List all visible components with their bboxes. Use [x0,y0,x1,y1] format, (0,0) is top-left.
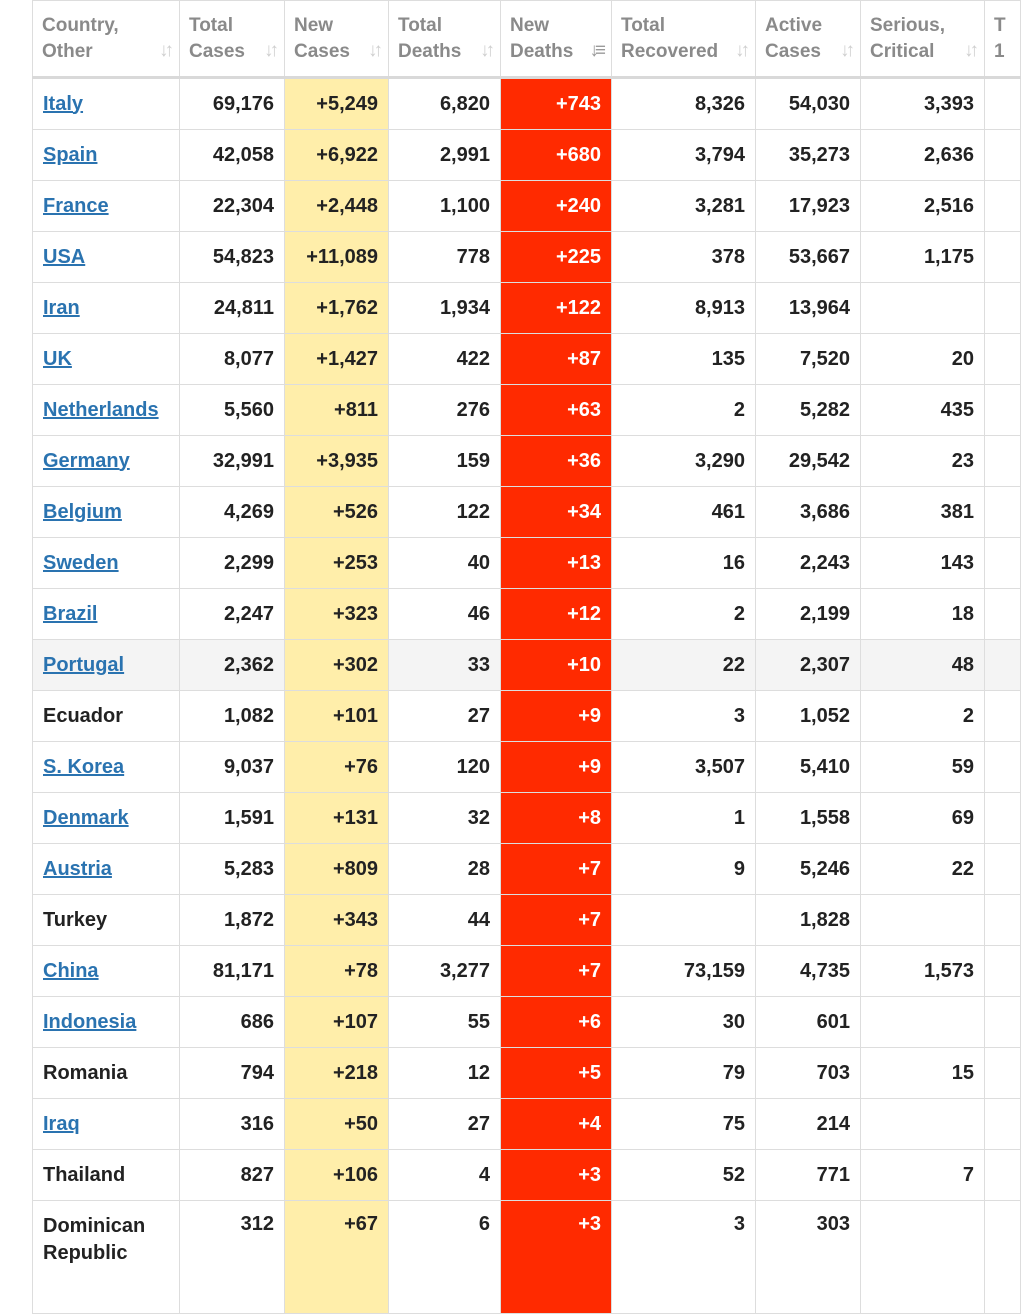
country-link[interactable]: Austria [43,857,112,880]
total-deaths-cell: 122 [389,487,501,538]
header-label: Serious, Critical [870,14,945,62]
new-deaths-cell: +87 [501,334,612,385]
total-recovered-cell: 3 [612,1201,756,1314]
active-cases-cell: 1,558 [756,793,861,844]
new-deaths-cell: +3 [501,1201,612,1314]
total-cases-cell: 1,082 [180,691,285,742]
total-cases-cell: 54,823 [180,232,285,283]
serious-critical-cell: 2,516 [861,181,985,232]
country-cell [33,334,180,385]
total-deaths-cell: 159 [389,436,501,487]
active-cases-cell: 2,307 [756,640,861,691]
serious-critical-cell: 381 [861,487,985,538]
total-recovered-cell: 3,290 [612,436,756,487]
country-link[interactable]: Netherlands [43,398,159,421]
serious-critical-cell: 3,393 [861,78,985,130]
new-cases-cell: +107 [285,997,389,1048]
coronavirus-stats-table [32,0,1021,1314]
total-deaths-cell: 276 [389,385,501,436]
new-cases-cell: +101 [285,691,389,742]
serious-critical-cell [861,895,985,946]
country-cell [33,487,180,538]
total-cases-cell: 2,362 [180,640,285,691]
country-link[interactable]: France [43,194,109,217]
country-cell [33,538,180,589]
table-row [33,130,1021,181]
new-cases-cell: +1,427 [285,334,389,385]
country-name: Turkey [43,908,108,931]
total-recovered-cell: 8,326 [612,78,756,130]
total-cases-cell: 81,171 [180,946,285,997]
table-row [33,1099,1021,1150]
total-recovered-cell [612,895,756,946]
sort-arrows-icon[interactable]: ↓↑ [264,40,275,61]
active-cases-cell: 214 [756,1099,861,1150]
truncated-cell [985,130,1021,181]
country-link[interactable]: Portugal [43,653,125,676]
active-cases-cell: 2,243 [756,538,861,589]
active-cases-cell: 3,686 [756,487,861,538]
table-row [33,640,1021,691]
table-row [33,844,1021,895]
serious-critical-cell: 2,636 [861,130,985,181]
header-label: Active Cases [765,14,823,62]
table-row [33,1201,1021,1314]
serious-critical-cell [861,1099,985,1150]
truncated-cell [985,640,1021,691]
total-recovered-cell: 461 [612,487,756,538]
header-total-deaths[interactable] [389,1,501,78]
total-deaths-cell: 6,820 [389,78,501,130]
total-cases-cell: 2,247 [180,589,285,640]
serious-critical-cell: 22 [861,844,985,895]
total-recovered-cell: 75 [612,1099,756,1150]
country-link[interactable]: Sweden [43,551,119,574]
country-cell [33,1150,180,1201]
truncated-cell [985,997,1021,1048]
total-deaths-cell: 12 [389,1048,501,1099]
table-row [33,538,1021,589]
total-cases-cell: 4,269 [180,487,285,538]
serious-critical-cell: 59 [861,742,985,793]
total-deaths-cell: 27 [389,1099,501,1150]
header-label: New Cases [294,14,350,62]
table-row [33,589,1021,640]
new-deaths-cell: +10 [501,640,612,691]
country-cell [33,997,180,1048]
new-cases-cell: +2,448 [285,181,389,232]
total-recovered-cell: 52 [612,1150,756,1201]
country-cell [33,232,180,283]
table-row [33,997,1021,1048]
total-cases-cell: 24,811 [180,283,285,334]
sort-arrows-icon[interactable]: ↓↑ [735,40,746,61]
new-deaths-cell: +34 [501,487,612,538]
table-row [33,487,1021,538]
serious-critical-cell: 69 [861,793,985,844]
serious-critical-cell: 18 [861,589,985,640]
active-cases-cell: 35,273 [756,130,861,181]
active-cases-cell: 601 [756,997,861,1048]
new-cases-cell: +11,089 [285,232,389,283]
country-cell [33,895,180,946]
country-link[interactable]: USA [43,245,86,268]
header-row [33,1,1021,78]
sort-arrows-icon[interactable]: ↓↑ [840,40,851,61]
table-row [33,895,1021,946]
total-deaths-cell: 4 [389,1150,501,1201]
table-row [33,181,1021,232]
total-cases-cell: 5,560 [180,385,285,436]
header-label: Total Deaths [398,14,462,62]
total-recovered-cell: 3,281 [612,181,756,232]
truncated-cell [985,436,1021,487]
total-cases-cell: 22,304 [180,181,285,232]
new-deaths-cell: +680 [501,130,612,181]
total-recovered-cell: 1 [612,793,756,844]
new-deaths-cell: +36 [501,436,612,487]
truncated-cell [985,742,1021,793]
total-cases-cell: 9,037 [180,742,285,793]
country-cell [33,589,180,640]
new-deaths-cell: +8 [501,793,612,844]
new-cases-cell: +811 [285,385,389,436]
new-deaths-cell: +5 [501,1048,612,1099]
active-cases-cell: 13,964 [756,283,861,334]
new-cases-cell: +253 [285,538,389,589]
serious-critical-cell: 48 [861,640,985,691]
total-deaths-cell: 27 [389,691,501,742]
truncated-cell [985,78,1021,130]
truncated-cell [985,691,1021,742]
country-name: Thailand [43,1163,126,1186]
table-row [33,691,1021,742]
new-deaths-cell: +6 [501,997,612,1048]
new-cases-cell: +76 [285,742,389,793]
country-cell [33,436,180,487]
country-name: Romania [43,1061,128,1084]
total-recovered-cell: 135 [612,334,756,385]
country-link[interactable]: Denmark [43,806,129,829]
truncated-cell [985,283,1021,334]
header-country-other[interactable] [33,1,180,78]
total-deaths-cell: 3,277 [389,946,501,997]
table-row [33,334,1021,385]
country-cell [33,742,180,793]
country-link[interactable]: Indonesia [43,1010,137,1033]
new-cases-cell: +343 [285,895,389,946]
table-row [33,283,1021,334]
total-deaths-cell: 33 [389,640,501,691]
country-cell [33,283,180,334]
header-total-recovered[interactable] [612,1,756,78]
active-cases-cell: 5,410 [756,742,861,793]
total-recovered-cell: 3 [612,691,756,742]
new-cases-cell: +526 [285,487,389,538]
new-deaths-cell: +63 [501,385,612,436]
new-deaths-cell: +9 [501,742,612,793]
total-cases-cell: 42,058 [180,130,285,181]
serious-critical-cell: 143 [861,538,985,589]
serious-critical-cell: 435 [861,385,985,436]
country-name: Dominican Republic [43,1215,146,1264]
country-name: Ecuador [43,704,124,727]
total-deaths-cell: 2,991 [389,130,501,181]
total-cases-cell: 827 [180,1150,285,1201]
new-deaths-cell: +13 [501,538,612,589]
truncated-cell [985,385,1021,436]
total-deaths-cell: 32 [389,793,501,844]
new-cases-cell: +302 [285,640,389,691]
country-cell [33,793,180,844]
active-cases-cell: 7,520 [756,334,861,385]
active-cases-cell: 703 [756,1048,861,1099]
total-cases-cell: 312 [180,1201,285,1314]
country-cell [33,946,180,997]
new-deaths-cell: +12 [501,589,612,640]
total-cases-cell: 2,299 [180,538,285,589]
country-cell [33,385,180,436]
total-recovered-cell: 2 [612,385,756,436]
total-deaths-cell: 120 [389,742,501,793]
active-cases-cell: 29,542 [756,436,861,487]
new-cases-cell: +106 [285,1150,389,1201]
country-cell [33,130,180,181]
sort-arrows-icon[interactable]: ↓↑ [964,40,975,61]
new-deaths-cell: +240 [501,181,612,232]
new-cases-cell: +5,249 [285,78,389,130]
new-deaths-cell: +743 [501,78,612,130]
truncated-cell [985,895,1021,946]
country-link[interactable]: China [43,959,99,982]
table-row [33,385,1021,436]
total-recovered-cell: 79 [612,1048,756,1099]
country-cell [33,691,180,742]
active-cases-cell: 53,667 [756,232,861,283]
table-row [33,793,1021,844]
country-cell [33,1099,180,1150]
total-deaths-cell: 422 [389,334,501,385]
active-cases-cell: 54,030 [756,78,861,130]
header-label: Total Recovered [621,14,719,62]
total-recovered-cell: 16 [612,538,756,589]
total-deaths-cell: 6 [389,1201,501,1314]
total-cases-cell: 1,872 [180,895,285,946]
truncated-cell [985,1048,1021,1099]
table-container [32,0,1006,1280]
country-cell [33,1048,180,1099]
serious-critical-cell: 15 [861,1048,985,1099]
header-label: Country, Other [42,14,119,62]
header-serious-critical[interactable] [861,1,985,78]
header-total-cases[interactable] [180,1,285,78]
active-cases-cell: 2,199 [756,589,861,640]
new-cases-cell: +323 [285,589,389,640]
country-link[interactable]: UK [43,347,72,370]
total-cases-cell: 686 [180,997,285,1048]
truncated-cell [985,232,1021,283]
new-deaths-cell: +7 [501,946,612,997]
table-row [33,1150,1021,1201]
active-cases-cell: 771 [756,1150,861,1201]
serious-critical-cell: 1,175 [861,232,985,283]
total-recovered-cell: 8,913 [612,283,756,334]
truncated-cell [985,487,1021,538]
total-recovered-cell: 3,794 [612,130,756,181]
active-cases-cell: 1,052 [756,691,861,742]
active-cases-cell: 303 [756,1201,861,1314]
total-recovered-cell: 22 [612,640,756,691]
total-deaths-cell: 40 [389,538,501,589]
total-recovered-cell: 30 [612,997,756,1048]
new-deaths-cell: +7 [501,895,612,946]
total-deaths-cell: 1,100 [389,181,501,232]
truncated-cell [985,946,1021,997]
total-deaths-cell: 28 [389,844,501,895]
serious-critical-cell [861,283,985,334]
country-cell [33,640,180,691]
total-recovered-cell: 378 [612,232,756,283]
table-row [33,232,1021,283]
active-cases-cell: 5,246 [756,844,861,895]
new-deaths-cell: +9 [501,691,612,742]
new-cases-cell: +50 [285,1099,389,1150]
total-deaths-cell: 55 [389,997,501,1048]
country-cell [33,78,180,130]
total-cases-cell: 1,591 [180,793,285,844]
country-cell [33,844,180,895]
country-cell [33,181,180,232]
header-new-cases[interactable] [285,1,389,78]
truncated-cell [985,1099,1021,1150]
header-label: Total Cases [189,14,245,62]
total-cases-cell: 32,991 [180,436,285,487]
country-link[interactable]: Spain [43,143,98,166]
serious-critical-cell: 2 [861,691,985,742]
new-deaths-cell: +4 [501,1099,612,1150]
table-row [33,1048,1021,1099]
truncated-cell [985,844,1021,895]
sort-arrows-icon[interactable]: ↓↑ [159,40,170,61]
new-cases-cell: +1,762 [285,283,389,334]
header-label: New Deaths [510,14,574,62]
new-cases-cell: +218 [285,1048,389,1099]
sort-arrows-icon[interactable]: ↓↑ [480,40,491,61]
sort-arrows-icon[interactable]: ↓↑ [368,40,379,61]
active-cases-cell: 17,923 [756,181,861,232]
country-link[interactable]: Italy [43,92,84,115]
header-active-cases[interactable] [756,1,861,78]
truncated-cell [985,1201,1021,1314]
total-cases-cell: 316 [180,1099,285,1150]
total-recovered-cell: 73,159 [612,946,756,997]
total-cases-cell: 794 [180,1048,285,1099]
total-recovered-cell: 3,507 [612,742,756,793]
new-deaths-cell: +7 [501,844,612,895]
new-cases-cell: +78 [285,946,389,997]
truncated-cell [985,1150,1021,1201]
total-cases-cell: 8,077 [180,334,285,385]
new-cases-cell: +67 [285,1201,389,1314]
table-row [33,78,1021,130]
new-deaths-cell: +122 [501,283,612,334]
table-row [33,436,1021,487]
new-cases-cell: +3,935 [285,436,389,487]
total-cases-cell: 5,283 [180,844,285,895]
total-deaths-cell: 46 [389,589,501,640]
total-recovered-cell: 9 [612,844,756,895]
country-link[interactable]: Brazil [43,602,98,625]
country-link[interactable]: Belgium [43,500,122,523]
table-row [33,742,1021,793]
header-truncated-column[interactable] [985,1,1021,78]
total-recovered-cell: 2 [612,589,756,640]
new-cases-cell: +131 [285,793,389,844]
total-cases-cell: 69,176 [180,78,285,130]
country-link[interactable]: Germany [43,449,130,472]
serious-critical-cell: 1,573 [861,946,985,997]
country-link[interactable]: Iran [43,296,80,319]
truncated-cell [985,793,1021,844]
active-cases-cell: 1,828 [756,895,861,946]
active-cases-cell: 4,735 [756,946,861,997]
serious-critical-cell [861,997,985,1048]
truncated-cell [985,181,1021,232]
total-deaths-cell: 778 [389,232,501,283]
country-cell [33,1201,180,1314]
sort-descending-icon[interactable]: ↓≡ [589,40,602,61]
header-new-deaths[interactable] [501,1,612,78]
table-body [33,78,1021,1314]
new-cases-cell: +809 [285,844,389,895]
new-cases-cell: +6,922 [285,130,389,181]
serious-critical-cell: 7 [861,1150,985,1201]
new-deaths-cell: +225 [501,232,612,283]
serious-critical-cell: 20 [861,334,985,385]
country-link[interactable]: Iraq [43,1112,80,1135]
total-deaths-cell: 1,934 [389,283,501,334]
truncated-cell [985,334,1021,385]
truncated-cell [985,538,1021,589]
header-label: T 1 [994,14,1006,62]
total-deaths-cell: 44 [389,895,501,946]
active-cases-cell: 5,282 [756,385,861,436]
serious-critical-cell: 23 [861,436,985,487]
table-row [33,946,1021,997]
country-link[interactable]: S. Korea [43,755,125,778]
truncated-cell [985,589,1021,640]
serious-critical-cell [861,1201,985,1314]
new-deaths-cell: +3 [501,1150,612,1201]
